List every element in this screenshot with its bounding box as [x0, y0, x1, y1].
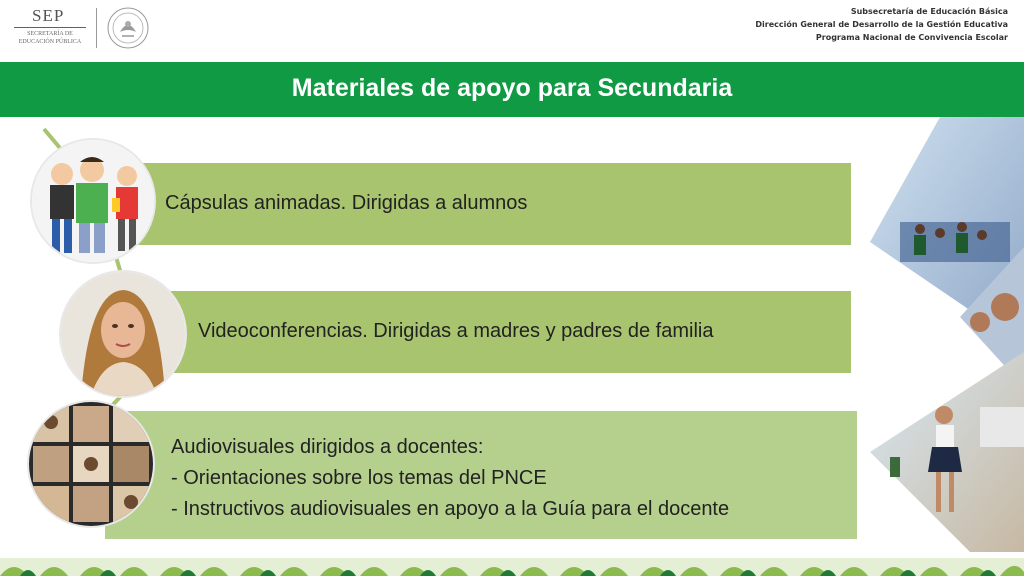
agency-line-3: Programa Nacional de Convivencia Escolar	[815, 33, 1008, 42]
logo-subtitle	[12, 30, 88, 46]
logo-subtitle-line-1: SECRETARÍA DE	[27, 31, 73, 37]
presenter-photo-icon	[61, 272, 185, 396]
agency-line-2: Dirección General de Desarrollo de la Gestión Educativa	[755, 20, 1008, 29]
sep-logo	[12, 6, 88, 46]
logo-rule	[14, 27, 86, 28]
header-agency-text	[755, 5, 1008, 44]
page-header	[0, 0, 1024, 62]
item-3-line-1: Audiovisuales dirigidos a docentes:	[171, 436, 484, 458]
national-seal-icon	[106, 6, 150, 50]
item-2-text: Videoconferencias. Dirigidas a madres y padres de familia	[198, 320, 714, 342]
students-photo-collage	[870, 117, 1024, 552]
cartoon-students-icon	[32, 140, 154, 262]
decorative-bottom-stripe	[0, 558, 1024, 576]
header-divider	[96, 8, 97, 48]
item-bar-2	[156, 291, 851, 373]
item-bar-1	[125, 163, 851, 245]
agency-line-1: Subsecretaría de Educación Básica	[850, 7, 1008, 16]
item-bar-3	[105, 411, 857, 539]
comic-panels-icon	[29, 402, 153, 526]
item-3-line-2: - Orientaciones sobre los temas del PNCE	[171, 467, 547, 489]
item-3-lines	[171, 432, 729, 525]
item-3-line-3: - Instructivos audiovisuales en apoyo a la Guía para el docente	[171, 498, 730, 520]
item-1-text: Cápsulas animadas. Dirigidas a alumnos	[165, 192, 528, 214]
logo-subtitle-line-2: EDUCACIÓN PÚBLICA	[18, 39, 82, 45]
title-banner	[0, 62, 1024, 117]
page-title: Materiales de apoyo para Secundaria	[291, 74, 733, 102]
logo-text: SEP	[32, 6, 65, 25]
